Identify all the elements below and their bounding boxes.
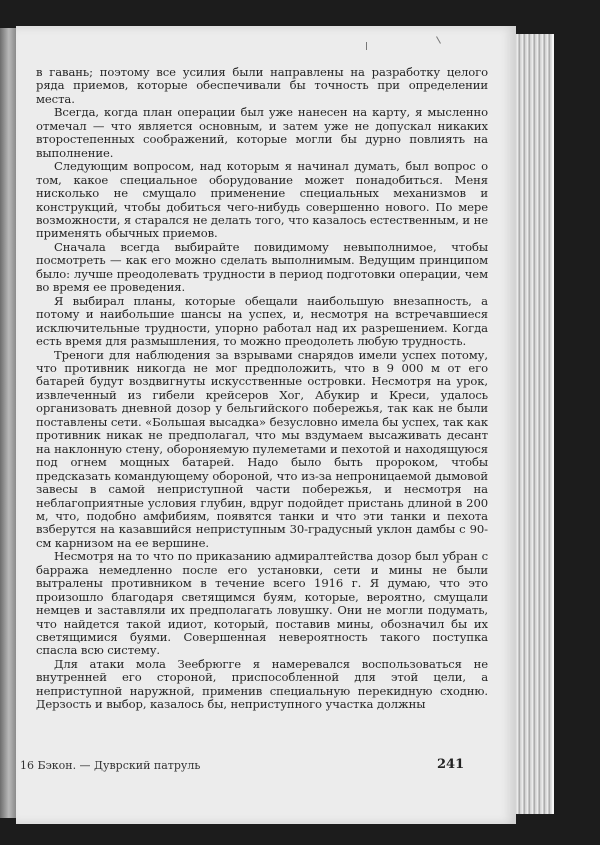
paragraph: Следующим вопросом, над которым я начинал думать, был вопрос о том, какое специальное оборудование может понадобиться. Меня нисколько не смущало применение специальных механизмов и конструкций, чтобы добиться чего-нибудь совершенно нового. По мере возможности, я старался не делать того, что казалось естественным, и не применять обычных приемов. bbox=[36, 159, 488, 241]
footer-signature: 16 Бэкон. — Дуврский патруль bbox=[20, 759, 201, 772]
scan-mark bbox=[366, 42, 367, 50]
paragraph: Треноги для наблюдения за взрывами снарядов имели успех потому, что противник никогда не мог предположить, что в 9 000 м от его батарей будут воздвигнуты искусственные островки. Несмотря на урок, извлеченный из гибели крейсеров Хог, Абукир и Креси, удалось организовать дневной дозор у бельгийского побережья, так как не были поставлены сети. «Большая высадка» безусловно имела бы успех, так как противник никак не предполагал, что мы вздумаем высаживать десант на наклонную стену, обороняемую пулеметами и пехотой и находящуюся под огнем мощных батарей. Надо было быть пророком, чтобы предсказать командующему обороной, что из-за непроницаемой дымовой завесы в самой неприступной части побережья, и несмотря на неблагоприятные условия глубин, вдруг подойдет пристань длиной в 200 м, что, подобно амфибиям, появятся танки и что эти танки и пехота взберутся на казавшийся неприступным 30-градусный уклон дамбы с 90-см карнизом на ее вершине. bbox=[36, 347, 488, 550]
book-page bbox=[16, 26, 516, 824]
facing-page-edge bbox=[0, 28, 16, 818]
paragraph: Сначала всегда выбирайте повидимому невыполнимое, чтобы посмотреть — как его можно сделать выполнимым. Ведущим принципом было: лучше преодолевать трудности в период подготовки операции, чем во время ее проведения. bbox=[36, 239, 488, 295]
paragraph: Несмотря на то что по приказанию адмиралтейства дозор был убран с барража немедленно после его установки, сети и мины не были вытралены противником в течение всего 1916 г. Я думаю, что это произошло благодаря светящимся буям, которые, вероятно, смущали немцев и заставляли их предполагать ловушку. Они не могли подумать, что найдется такой идиот, который, поставив мины, обозначил бы их светящимися буями. Совершенная невероятность такого поступка спасла всю систему. bbox=[36, 549, 488, 658]
paragraph: Всегда, когда план операции был уже нанесен на карту, я мысленно отмечал — что является основным, и затем уже не допускал никаких второстепенных соображений, которые могли бы дурно повлиять на выполнение. bbox=[36, 105, 488, 160]
body-text bbox=[36, 66, 488, 776]
page-number: 241 bbox=[437, 757, 465, 772]
paragraph: в гавань; поэтому все усилия были направлены на разработку целого ряда приемов, которые обеспечивали бы точность при определении места. bbox=[36, 66, 488, 106]
paragraph: Для атаки мола Зеебрюгге я намеревался воспользоваться не внутренней его стороной, приспособленной для этой цели, а неприступной наружной, применив специальную перекидную сходню. Дерзость и выбор, казалось бы, неприступного участка должны bbox=[36, 656, 488, 712]
scan-mark bbox=[436, 36, 441, 43]
paragraph: Я выбирал планы, которые обещали наибольшую внезапность, а потому и наибольшие шансы на успех, и, несмотря на встречавшиеся исключительные трудности, упорно работал над их разрешением. Когда есть время для размышления, то можно преодолеть любую трудность. bbox=[36, 293, 488, 349]
